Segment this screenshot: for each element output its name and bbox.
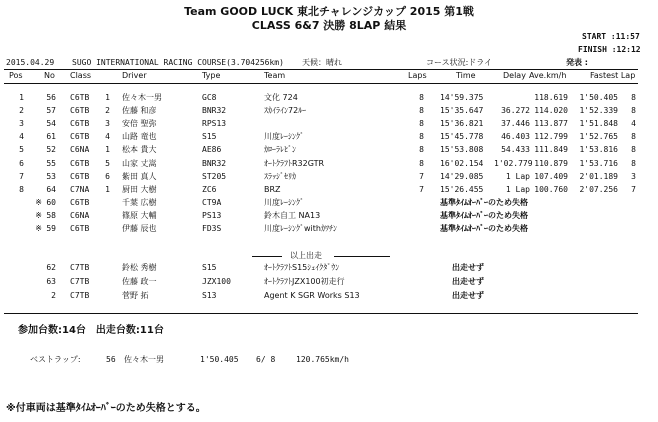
- cell-type: S15: [202, 263, 217, 272]
- table-row: [0, 107, 658, 118]
- cell-team: 文化 724: [264, 93, 298, 102]
- cell-class-pos: 6: [105, 171, 110, 181]
- cell-delay: 37.446: [501, 119, 530, 129]
- race-title: Team GOOD LUCK 東北チャレンジカップ 2015 第1戦: [184, 5, 474, 18]
- divider-label: 以上出走: [290, 251, 322, 260]
- cell-team: 川度ﾚｰｼﾝｸﾞwithｶﾜﾁﾝ: [264, 224, 337, 233]
- cell-driver: 紫田 真人: [122, 171, 157, 181]
- summary-rule: [4, 313, 638, 314]
- best-lap-lap: 6/ 8: [256, 355, 276, 364]
- table-row: [0, 160, 658, 171]
- cell-avg: 118.619: [534, 93, 568, 102]
- cell-delay: 46.403: [501, 132, 530, 142]
- cell-pos: ※: [35, 210, 42, 220]
- cell-time: 基準ﾀｲﾑｵｰﾊﾞｰのため失格: [440, 224, 528, 233]
- cell-class: C6NA: [70, 145, 90, 155]
- cell-type: RPS13: [202, 119, 227, 129]
- cell-no: 55: [46, 158, 56, 168]
- cell-class: C6TB: [70, 197, 90, 207]
- cell-class-pos: 1: [105, 145, 110, 155]
- cell-class-pos: 4: [105, 132, 110, 142]
- cell-driver: 鈴松 秀樹: [122, 263, 157, 272]
- table-row: [0, 212, 658, 223]
- cell-class: C6TB: [70, 158, 90, 168]
- cell-delay: 54.433: [501, 145, 530, 155]
- cell-fastest: 1'51.848: [579, 119, 618, 129]
- cell-avg: 112.799: [534, 132, 568, 142]
- table-header: [0, 72, 658, 83]
- cell-avg: 114.020: [534, 106, 568, 116]
- cell-type: BNR32: [202, 158, 227, 168]
- cell-time: 14'29.085: [440, 171, 484, 181]
- cell-class-pos: 3: [105, 119, 110, 129]
- cell-no: 54: [46, 119, 56, 129]
- cell-fastest-lap-no: 3: [631, 171, 636, 181]
- cell-class: C6TB: [70, 224, 90, 233]
- cell-fastest: 1'52.339: [579, 106, 618, 116]
- cell-pos: 4: [19, 132, 24, 142]
- cell-time: 基準ﾀｲﾑｵｰﾊﾞｰのため失格: [440, 210, 528, 220]
- col-no: No: [44, 71, 55, 80]
- cell-class: C6TB: [70, 106, 90, 116]
- cell-driver: 佐々木一男: [122, 93, 162, 102]
- cell-delay: 36.272: [501, 106, 530, 116]
- cell-delay: 1 Lap: [505, 171, 530, 181]
- cell-driver: 千葉 広樹: [122, 197, 157, 207]
- cell-fastest: 2'07.256: [579, 184, 618, 194]
- col-laps: Laps: [408, 71, 427, 80]
- cell-laps: 8: [419, 106, 424, 116]
- cell-pos: 2: [19, 106, 24, 116]
- course-status: コース状況:ドライ: [426, 58, 493, 67]
- cell-avg: 100.760: [534, 184, 568, 194]
- cell-time: 15'26.455: [440, 184, 484, 194]
- cell-pos: 1: [19, 93, 24, 102]
- entry-summary: 参加台数:14台 出走台数:11台: [18, 325, 164, 336]
- cell-team: 鈴木自工 NA13: [264, 210, 321, 220]
- cell-no: 58: [46, 210, 56, 220]
- table-row: [0, 133, 658, 144]
- cell-type: CT9A: [202, 197, 222, 207]
- cell-driver: 松本 貴大: [122, 145, 157, 155]
- best-lap-label: ベストラップ:: [30, 355, 81, 364]
- cell-avg: 107.409: [534, 171, 568, 181]
- cell-team: BRZ: [264, 184, 281, 194]
- cell-pos: 8: [19, 184, 24, 194]
- best-lap-driver: 佐々木一男: [124, 355, 164, 364]
- cell-fastest-lap-no: 4: [631, 119, 636, 129]
- table-row: [0, 186, 658, 197]
- cell-driver: 安倍 聖弥: [122, 119, 157, 129]
- cell-time: 16'02.154: [440, 158, 484, 168]
- cell-class-pos: 5: [105, 158, 110, 168]
- col-fastest: Fastest Lap: [590, 71, 636, 80]
- cell-class-pos: 1: [105, 184, 110, 194]
- cell-pos: ※: [35, 224, 42, 233]
- cell-pos: 3: [19, 119, 24, 129]
- cell-type: ZC6: [202, 184, 217, 194]
- weather: 天候：晴れ: [302, 58, 342, 67]
- cell-time: 15'53.808: [440, 145, 484, 155]
- cell-laps: 8: [419, 132, 424, 142]
- cell-no: 56: [46, 93, 56, 102]
- cell-avg: 110.879: [534, 158, 568, 168]
- cell-class: C6TB: [70, 132, 90, 142]
- cell-time: 基準ﾀｲﾑｵｰﾊﾞｰのため失格: [440, 197, 528, 207]
- cell-no: 62: [46, 263, 56, 272]
- best-lap-no: 56: [106, 355, 116, 364]
- cell-laps: 8: [419, 119, 424, 129]
- cell-class: C6TB: [70, 171, 90, 181]
- cell-fastest: 1'52.765: [579, 132, 618, 142]
- col-type: Type: [202, 71, 221, 80]
- cell-fastest-lap-no: 8: [631, 93, 636, 102]
- cell-status: 出走せず: [452, 263, 484, 272]
- dns-row: [0, 278, 658, 289]
- cell-team: 川度ﾚｰｼﾝｸﾞ: [264, 197, 304, 207]
- cell-driver: 山家 丈嵩: [122, 158, 157, 168]
- cell-no: 60: [46, 197, 56, 207]
- cell-team: 川度ﾚｰｼﾝｸﾞ: [264, 132, 304, 142]
- race-date: 2015.04.29: [6, 58, 55, 67]
- col-driver: Driver: [122, 71, 147, 80]
- cell-class: C6TB: [70, 93, 90, 102]
- cell-no: 2: [51, 291, 56, 300]
- dns-row: [0, 292, 658, 303]
- cell-no: 61: [46, 132, 56, 142]
- cell-no: 57: [46, 106, 56, 116]
- cell-class-pos: 1: [105, 93, 110, 102]
- cell-class: C7TB: [70, 263, 90, 272]
- cell-laps: 8: [419, 93, 424, 102]
- cell-no: 64: [46, 184, 56, 194]
- cell-team: ｵｰﾄｸﾗﾌﾄS15ｼｪｲｸﾀﾞｳﾝ: [264, 263, 340, 272]
- col-pos: Pos: [9, 71, 23, 80]
- cell-pos: ※: [35, 197, 42, 207]
- cell-fastest-lap-no: 8: [631, 158, 636, 168]
- cell-fastest: 1'53.716: [579, 158, 618, 168]
- table-row: [0, 199, 658, 210]
- col-avg: Ave.km/h: [529, 71, 567, 80]
- cell-type: FD3S: [202, 224, 222, 233]
- cell-class: C6NA: [70, 210, 90, 220]
- cell-avg: 113.877: [534, 119, 568, 129]
- cell-pos: 6: [19, 158, 24, 168]
- cell-delay: 1'02.779: [494, 158, 533, 168]
- table-row: [0, 173, 658, 184]
- finish-time: FINISH :12:12: [578, 45, 641, 54]
- cell-type: GC8: [202, 93, 217, 102]
- table-row: [0, 120, 658, 131]
- cell-status: 出走せず: [452, 277, 484, 286]
- start-time: START :11:57: [582, 32, 640, 41]
- cell-no: 52: [46, 145, 56, 155]
- cell-team: ｽﾗｯｼﾞｾﾘｶ: [264, 171, 296, 181]
- cell-driver: 佐藤 政一: [122, 277, 157, 286]
- cell-fastest-lap-no: 8: [631, 132, 636, 142]
- cell-driver: 厨田 大樹: [122, 184, 157, 194]
- cell-no: 63: [46, 277, 56, 286]
- cell-driver: 篠原 大輔: [122, 210, 157, 220]
- cell-fastest: 2'01.189: [579, 171, 618, 181]
- cell-class: C7TB: [70, 277, 90, 286]
- cell-type: ST205: [202, 171, 227, 181]
- table-row: [0, 94, 658, 105]
- cell-team: ｶﾛｰﾗﾚﾋﾞﾝ: [264, 145, 296, 155]
- cell-delay: 1 Lap: [505, 184, 530, 194]
- cell-team: Agent K SGR Works S13: [264, 291, 360, 300]
- cell-fastest-lap-no: 7: [631, 184, 636, 194]
- cell-type: AE86: [202, 145, 222, 155]
- cell-no: 59: [46, 224, 56, 233]
- col-time: Time: [456, 71, 476, 80]
- course-name: SUGO INTERNATIONAL RACING COURSE(3.704256km): [72, 58, 284, 67]
- cell-time: 15'35.647: [440, 106, 484, 116]
- divider-left: [252, 256, 282, 257]
- col-team: Team: [264, 71, 286, 80]
- footnote: ※付車両は基準ﾀｲﾑｵｰﾊﾞｰのため失格とする。: [6, 403, 206, 414]
- cell-team: ｵｰﾄｸﾗﾌﾄJZX100初走行: [264, 277, 345, 286]
- cell-time: 14'59.375: [440, 93, 484, 102]
- cell-status: 出走せず: [452, 291, 484, 300]
- cell-team: ｵｰﾄｸﾗﾌﾄR32GTR: [264, 158, 325, 168]
- dns-row: [0, 264, 658, 275]
- announce-label: 発表 :: [566, 58, 588, 67]
- cell-type: PS13: [202, 210, 222, 220]
- col-delay: Delay: [503, 71, 526, 80]
- cell-laps: 8: [419, 158, 424, 168]
- col-class: Class: [70, 71, 92, 80]
- cell-fastest-lap-no: 8: [631, 145, 636, 155]
- cell-fastest: 1'50.405: [579, 93, 618, 102]
- cell-pos: 5: [19, 145, 24, 155]
- cell-driver: 山路 竜也: [122, 132, 157, 142]
- cell-fastest: 1'53.816: [579, 145, 618, 155]
- cell-type: JZX100: [202, 277, 231, 286]
- cell-pos: 7: [19, 171, 24, 181]
- cell-type: S13: [202, 291, 217, 300]
- cell-class-pos: 2: [105, 106, 110, 116]
- best-lap-time: 1'50.405: [200, 355, 239, 364]
- cell-driver: 伊藤 辰也: [122, 224, 157, 233]
- header-rule-top: [4, 69, 638, 70]
- cell-avg: 111.849: [534, 145, 568, 155]
- cell-class: C7TB: [70, 291, 90, 300]
- cell-team: ｽｶｲﾗｲﾝ72ﾙｰ: [264, 106, 307, 116]
- cell-time: 15'45.778: [440, 132, 484, 142]
- race-subtitle: CLASS 6&7 決勝 8LAP 結果: [251, 19, 407, 32]
- header-rule-bottom: [4, 83, 638, 84]
- table-row: [0, 146, 658, 157]
- cell-fastest-lap-no: 8: [631, 106, 636, 116]
- table-row: [0, 225, 658, 236]
- cell-class: C7NA: [70, 184, 90, 194]
- cell-laps: 7: [419, 171, 424, 181]
- cell-laps: 7: [419, 184, 424, 194]
- cell-laps: 8: [419, 145, 424, 155]
- best-lap-speed: 120.765km/h: [296, 355, 349, 364]
- cell-type: S15: [202, 132, 217, 142]
- cell-driver: 佐藤 和彦: [122, 106, 157, 116]
- cell-no: 53: [46, 171, 56, 181]
- cell-type: BNR32: [202, 106, 227, 116]
- cell-time: 15'36.821: [440, 119, 484, 129]
- divider-right: [334, 256, 390, 257]
- cell-driver: 菅野 拓: [122, 291, 149, 300]
- cell-class: C6TB: [70, 119, 90, 129]
